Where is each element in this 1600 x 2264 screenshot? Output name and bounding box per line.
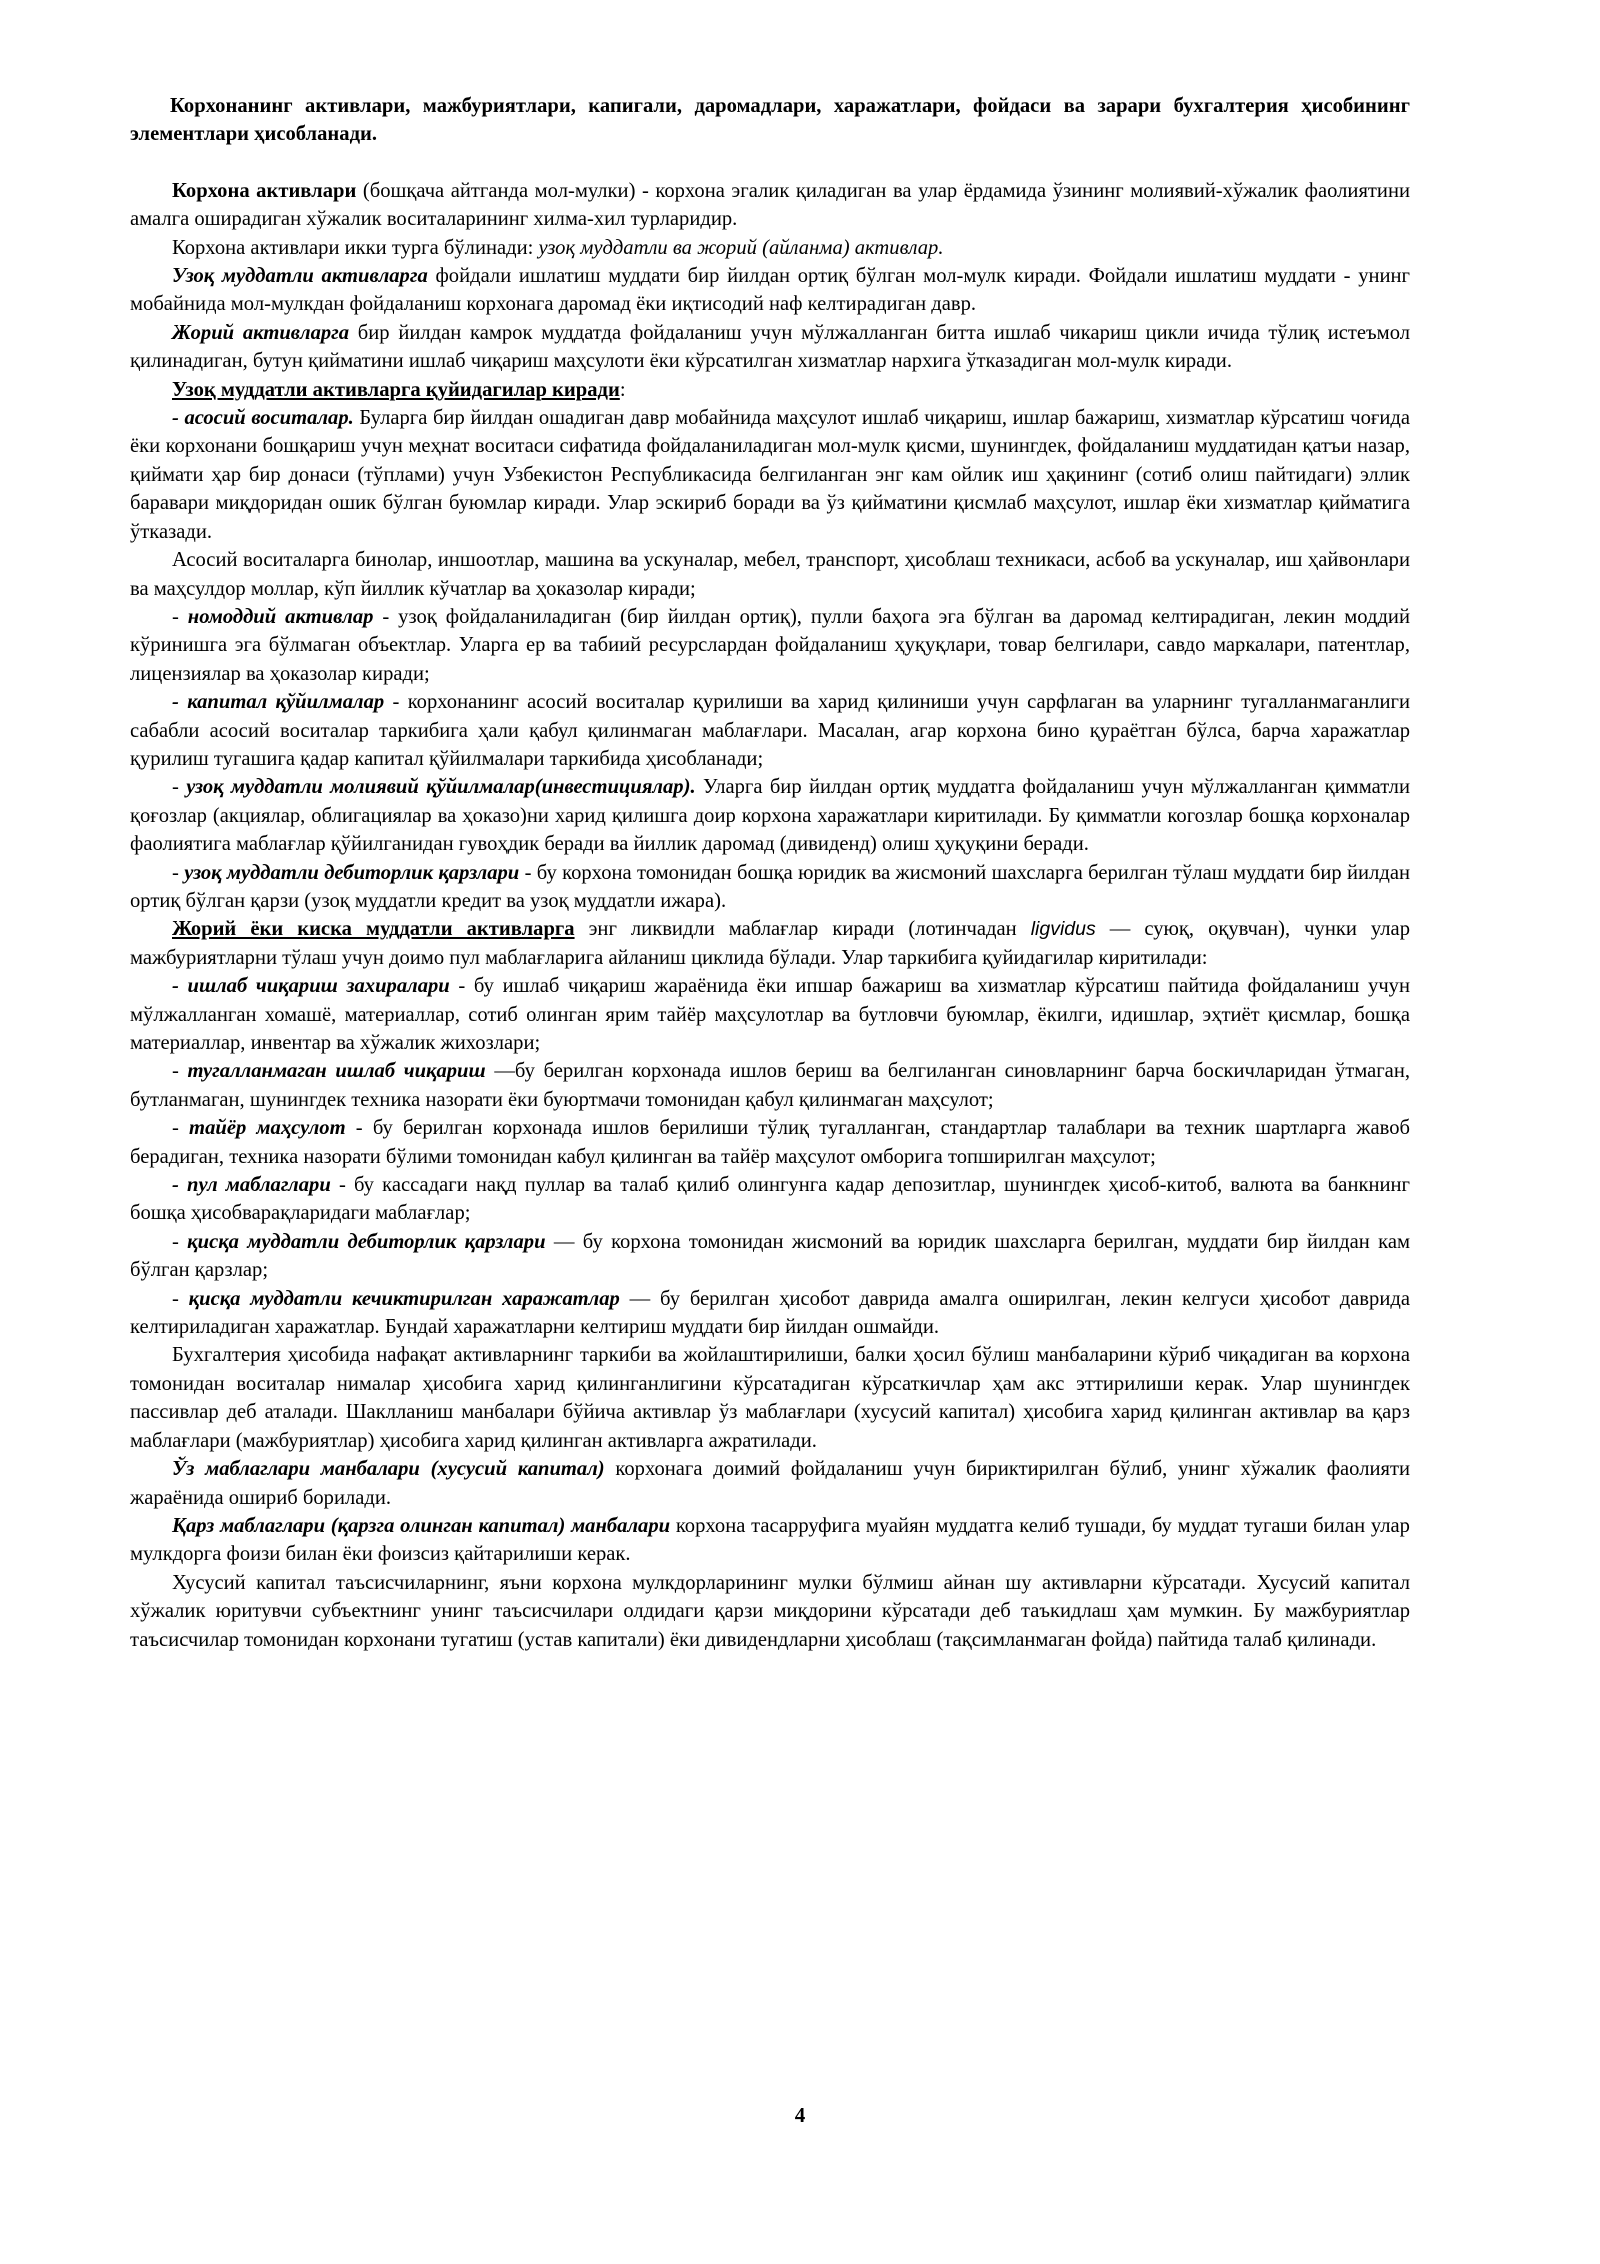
page-number: 4: [794, 2103, 806, 2127]
term: - капитал қўйилмалар: [172, 691, 385, 714]
term: тайёр маҳсулот: [189, 1117, 346, 1140]
term: тугалланмаган ишлаб чиқариш: [187, 1060, 486, 1083]
paragraph-liabilities-sources: Бухгалтерия ҳисобида нафақат активларнинг таркиби ва жойлаштирилиши, балки ҳосил бўлиш манбаларини кўриб чиқадиган ва корхона томонидан воситалар нималар ҳисобига харид қилинганлигини кўрсатадиган кўрсаткичлар ҳам акс эттирилиши керак. Улар шунингдек пассивлар деб аталади. Шаклланиш манбалари бўйича активлар ўз маблағлари (хусусий капитал) ҳисобига харид қилинган активлар ва қарз маблағлари (мажбуриятлар) ҳисобига харид қилинган активларга ажратилади.: [130, 1344, 1410, 1452]
subheading-current-assets-list: Жорий ёки киска муддатли активларга энг ликвидли маблағлар киради (лотинчадан ligvidus — суюқ, оқувчан), чунки улар мажбуриятларни тўлаш учун доимо пул маблағларига айланиш циклида бўлади. Улар таркибига қуйидагилар киритилади:: [130, 918, 1410, 969]
list-item-work-in-progress: - тугалланмаган ишлаб чиқариш —бу берилган корхонада ишлов бериш ва белгиланган синовларнинг барча боскичларидан ўтмаган, бутланмаган, шунингдек техника назорати ёки буюртмачи томонидан қабул қилинмаган маҳсулот;: [130, 1060, 1410, 1111]
section-heading: Корхонанинг активлари, мажбуриятлари, капигали, даромадлари, харажатлари, фойдаси ва зарари бухгалтерия ҳисобининг элементлари ҳисобланади.: [130, 95, 1410, 146]
term: Жорий активларга: [172, 321, 350, 344]
list-item-finished-goods: - тайёр маҳсулот - бу берилган корхонада ишлов берилиши тўлиқ тугалланган, стандартлар талаблари ва техник шартларга жавоб берадиган, техника назорати бўлими томонидан кабул қилинган ва тайёр маҳсулот омборига топширилган маҳсулот;: [130, 1117, 1410, 1168]
paragraph-long-term-assets: Узоқ муддатли активларга фойдали ишлатиш муддати бир йилдан ортиқ бўлган мол-мулк киради. Фойдали ишлатиш муддати - унинг мобайнида мол-мулкдан фойдаланиш корхонага даромад ёки иқтисодий наф келтирадиган давр.: [130, 265, 1410, 316]
document-body: [130, 92, 1410, 1654]
term: номоддий активлар: [187, 605, 374, 628]
list-item-capital-investments: - капитал қўйилмалар - корхонанинг асосий воситалар қурилиши ва харид қилиниши учун сарфлаган ва уларнинг тугалланмаганлиги сабабли асосий воситалар таркибига ҳали қабул қилинмаган маблағлари. Масалан, агар корхона бино қураётган бўлса, барча харажатлар қурилиш тугашига қадар капитал қўйилмалари таркибида ҳисобланади;: [130, 691, 1410, 770]
subheading-long-term-list: Узоқ муддатли активларга қуйидагилар киради:: [172, 378, 626, 401]
term: - асосий воситалар.: [172, 407, 354, 430]
paragraph-borrowed-funds: Қарз маблаглари (қарзга олинган капитал) манбалари корхона тасарруфига муайян муддатга келиб тушади, бу муддат тугаши билан улар мулкдорга фоизи билан ёки фоизсиз қайтарилиши керак.: [130, 1514, 1410, 1566]
term: Ўз маблаглари манбалари (хусусий капитал): [172, 1458, 605, 1481]
term: узоқ муддатли дебиторлик қарзлари: [184, 861, 520, 884]
term: Корхона активлари: [172, 179, 357, 202]
list-item-fixed-assets: - асосий воситалар. Буларга бир йилдан ошадиган давр мобайнида маҳсулот ишлаб чиқариш, ишлар бажариш, хизматлар кўрсатиш чоғида ёки корхонани бошқариш учун меҳнат воситаси сифатида фойдаланиладиган мол-мулк қисми, шунингдек, фойдаланиш муддатидан қатъи назар, қиймати ҳар бир донаси (тўплами) учун Узбекистон Республикасида белгиланган энг кам ойлик иш ҳақининг (сотиб олиш пайтидаги) эллик баравари миқдоридан ошик бўлган буюмлар киради. Улар эскириб боради ва ўз қийматини қисмлаб маҳсулот, ишлар ёки хизматлар қийматига ўтказади.: [130, 407, 1410, 543]
list-item-deferred-expenses: - қисқа муддатли кечиктирилган харажатлар — бу берилган ҳисобот даврида амалга оширилган, лекин келгуси ҳисобот даврида келтириладиган харажатлар. Бундай харажатларни келтириш муддати бир йилдан ошмайди.: [130, 1287, 1410, 1339]
list-item-long-term-receivables: - узоқ муддатли дебиторлик қарзлари - бу корхона томонидан бошқа юридик ва жисмоний шахсларга берилган тўлаш муддати бир йилдан ортиқ бўлган қарзи (узоқ муддатли кредит ва узоқ муддатли ижара).: [130, 861, 1410, 912]
term: - пул маблаглари: [172, 1174, 331, 1197]
list-item-long-term-financial-investments: - узоқ муддатли молиявий қўйилмалар(инвестициялар). Уларга бир йилдан ортиқ муддатга фойдаланиш учун мўлжалланган қимматли қоғозлар (акциялар, облигациялар ва ҳоказо)ни харид қилишга доир корхона харажатлари киритилади. Бу қимматли когозлар бошқа корхоналар фаолиятига маблағлар қўйилганидан гувоҳдик беради ва йиллик даромад (дивиденд) олиш ҳуқуқини беради.: [130, 776, 1410, 856]
paragraph-current-assets: Жорий активларга бир йилдан камрок муддатда фойдаланиш учун мўлжалланган битта ишлаб чикариш цикли ичида тўлиқ истеъмол қилинадиган, бутун қийматини ишлаб чиқариш маҳсулоти ёки кўрсатилган хизматлар нархига ўтказадиган мол-мулк киради.: [130, 321, 1410, 373]
term: узоқ муддатли молиявий қўйилмалар(инвестициялар).: [186, 776, 696, 799]
term: қисқа муддатли кечиктирилган харажатлар: [188, 1287, 620, 1310]
paragraph-assets-definition: Корхона активлари (бошқача айтганда мол-мулки) - корхона эгалик қиладиган ва улар ёрдамида ўзининг молиявий-хўжалик фаолиятини амалга оширадиган хўжалик воситаларининг хилма-хил турларидир.: [130, 179, 1410, 231]
paragraph-own-funds: Ўз маблаглари манбалари (хусусий капитал) корхонага доимий фойдаланиш учун бириктирилган бўлиб, унинг хўжалик фаолияти жараёнида ошириб борилади.: [130, 1458, 1410, 1509]
list-item-short-term-receivables: - қисқа муддатли дебиторлик қарзлари — бу корхона томонидан жисмоний ва юридик шахсларга берилган, муддати бир йилдан кам бўлган қарзлар;: [130, 1230, 1410, 1282]
list-item-cash: - пул маблаглари - бу кассадаги нақд пуллар ва талаб қилиб олингунга кадар депозитлар, шунингдек ҳисоб-китоб, валюта ва банкнинг бошқа ҳисобварақларидаги маблағлар;: [130, 1174, 1410, 1225]
paragraph-assets-types: Корхона активлари икки турга бўлинади: узоқ муддатли ва жорий (айланма) активлар.: [172, 236, 944, 259]
list-item-intangible-assets: - номоддий активлар - узоқ фойдаланиладиган (бир йилдан ортиқ), пулли баҳога эга бўлган ва даромад келтирадиган, лекин моддий кўринишга эга бўлмаган объектлар. Уларга ер ва табиий ресурслардан фойдаланиш ҳуқуқлари, товар белгилари, савдо маркалари, патентлар, лицензиялар ва ҳоказолар киради;: [130, 605, 1410, 685]
paragraph-equity: Хусусий капитал таъсисчиларнинг, яъни корхона мулкдорларининг мулки бўлмиш айнан шу активларни кўрсатади. Хусусий капитал хўжалик юритувчи субъектнинг унинг таъсисчилари олдидаги қарзи миқдорини кўрсатади деб таъкидлаш ҳам мумкин. Бу мажбуриятлар таъсисчилар томонидан корхонани тугатиш (устав капитали) ёки дивидендларни ҳисоблаш (тақсимланмаган фойда) пайтида талаб қилинади.: [130, 1571, 1410, 1651]
term: Узоқ муддатли активларга: [172, 265, 428, 288]
term: қисқа муддатли дебиторлик қарзлари: [187, 1230, 546, 1253]
list-item-production-inventory: - ишлаб чиқариш захиралари - бу ишлаб чиқариш жараёнида ёки ипшар бажариш ва хизматлар кўрсатиш пайтида фойдаланиш учун мўлжалланган хомашё, материаллар, сотиб олинган ярим тайёр маҳсулотлар ва бутловчи буюмлар, ёкилги, идишлар, эҳтиёт қисмлар, бошқа материаллар, инвентар ва хўжалик жихозлари;: [130, 975, 1410, 1054]
term: Қарз маблаглари (қарзга олинган капитал) манбалари: [172, 1514, 671, 1537]
term: - ишлаб чиқариш захиралари: [172, 975, 450, 998]
paragraph-fixed-assets-examples: Асосий воситаларга бинолар, иншоотлар, машина ва ускуналар, мебел, транспорт, ҳисоблаш техникаси, асбоб ва ускуналар, иш ҳайвонлари ва маҳсулдор моллар, кўп йиллик кўчатлар ва ҳоказолар киради;: [130, 549, 1410, 600]
